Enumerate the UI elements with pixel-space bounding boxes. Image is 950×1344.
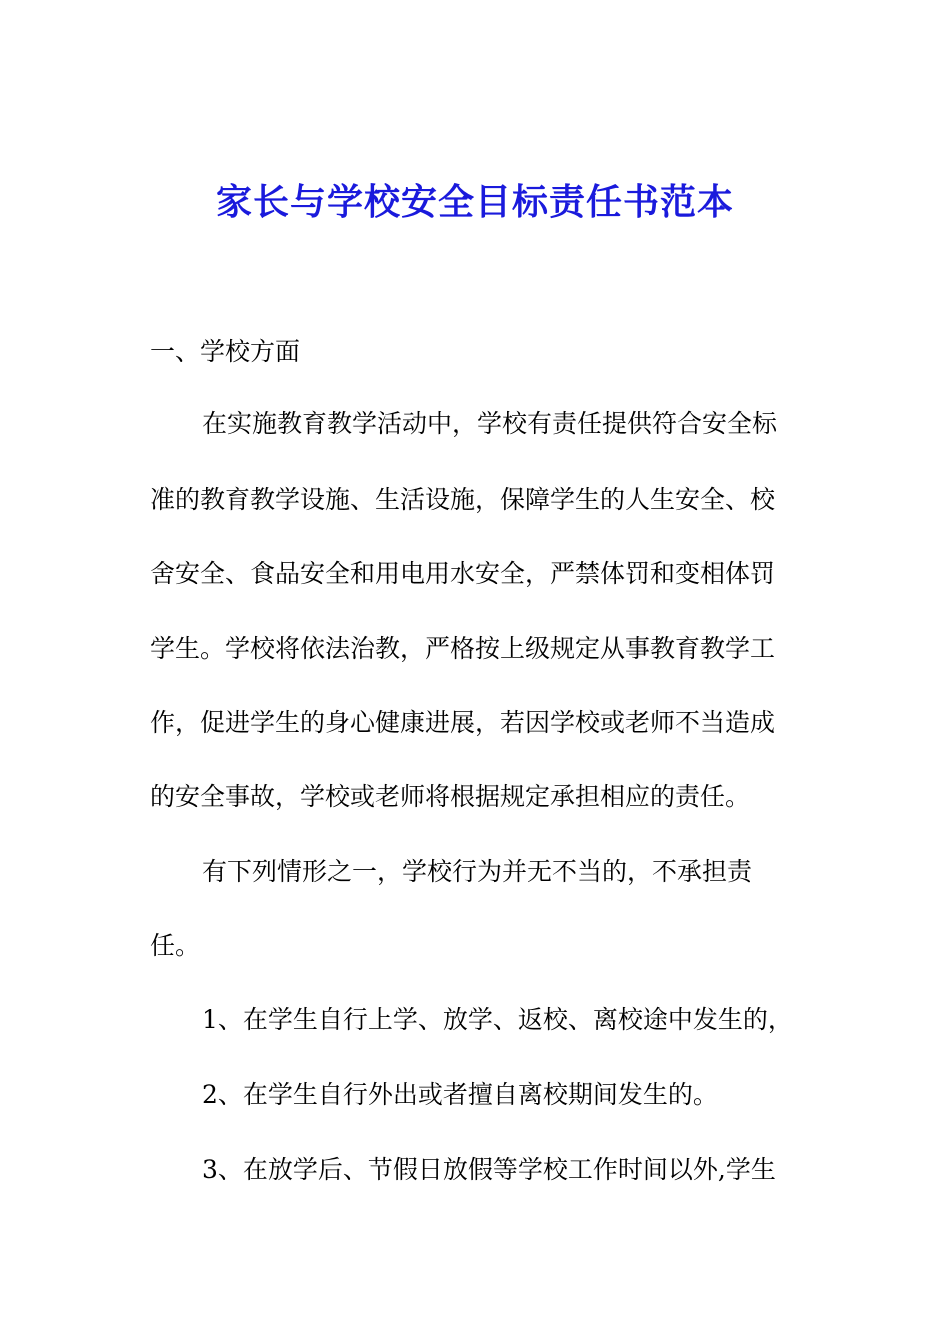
paragraph-line: 作，促进学生的身心健康进展，若因学校或老师不当造成 <box>150 708 776 737</box>
paragraph-line: 准的教育教学设施、生活设施，保障学生的人生安全、校 <box>150 485 776 514</box>
paragraph-line: 舍安全、食品安全和用电用水安全，严禁体罚和变相体罚 <box>150 559 776 588</box>
paragraph-line: 任。 <box>150 931 201 960</box>
section-heading: 一、学校方面 <box>150 337 301 366</box>
list-item: 2、在学生自行外出或者擅自离校期间发生的。 <box>202 1080 718 1109</box>
paragraph-line: 的安全事故，学校或老师将根据规定承担相应的责任。 <box>150 782 751 811</box>
paragraph-line: 有下列情形之一，学校行为并无不当的，不承担责 <box>202 857 753 886</box>
list-item: 3、在放学后、节假日放假等学校工作时间以外,学生 <box>202 1155 776 1184</box>
list-item: 1、在学生自行上学、放学、返校、离校途中发生的， <box>202 1005 793 1034</box>
paragraph-line: 学生。学校将依法治教，严格按上级规定从事教育教学工 <box>150 634 776 663</box>
paragraph-line: 在实施教育教学活动中，学校有责任提供符合安全标 <box>202 409 778 438</box>
document-title: 家长与学校安全目标责任书范本 <box>215 181 734 223</box>
